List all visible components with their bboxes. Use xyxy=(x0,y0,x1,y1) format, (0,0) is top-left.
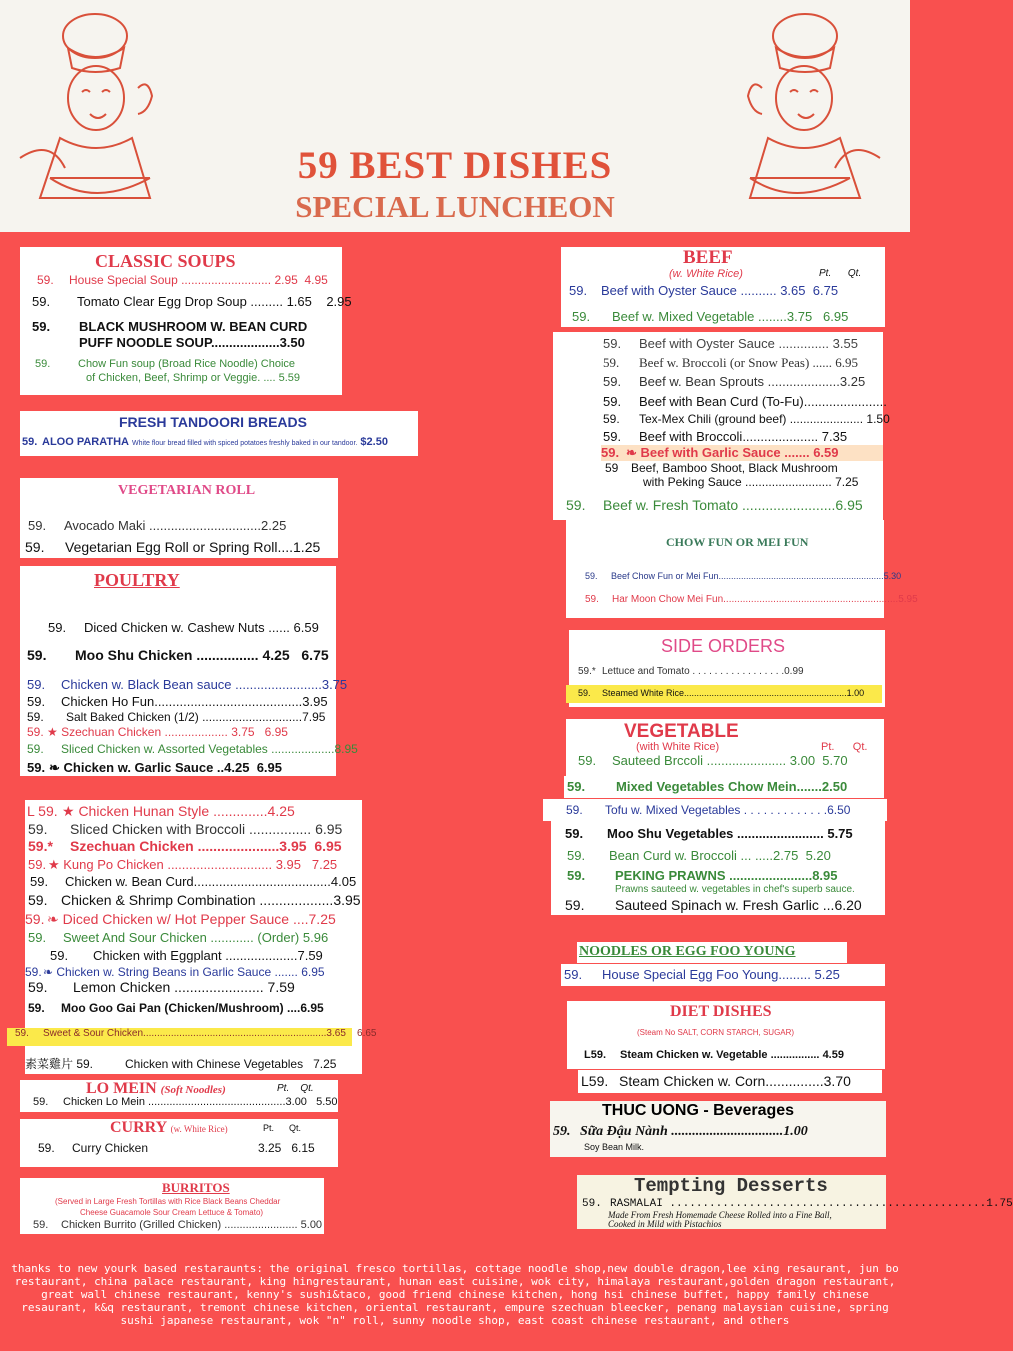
menu-item: 59. Mixed Vegetables Chow Mein.......2.50 xyxy=(567,779,848,794)
menu-item: 59. Moo Shu Vegetables ........................ 5.75 xyxy=(565,826,853,841)
menu-item: 59. Beef Chow Fun or Mei Fun..................................................................5.30 xyxy=(585,571,902,581)
menu-item: 59. Diced Chicken w. Cashew Nuts ...... 6.59 xyxy=(48,620,319,635)
menu-item: 59. ★ Szechuan Chicken ................... 3.75 6.95 xyxy=(27,725,288,739)
menu-item: 59. Steamed White Rice.................................................................1.00 xyxy=(566,685,882,703)
menu-item: 59. PEKING PRAWNS .......................8.95 xyxy=(567,868,838,883)
menu-item: 59. Tofu w. Mixed Vegetables . . . . . . . . . . . . .6.50 xyxy=(566,803,851,817)
menu-item-description: Prawns sauteed w. vegetables in chef's superb sauce. xyxy=(615,884,855,895)
noodles-title-card xyxy=(577,942,847,963)
menu-item: 59. Sliced Chicken w. Assorted Vegetables ...................8.95 xyxy=(27,742,358,756)
menu-item: 59. Beef w. Bean Sprouts ....................3.25 xyxy=(603,374,866,389)
menu-item: 59. ALOO PARATHA White flour bread filled with spiced potatoes freshly baked in our tandoor. $2.50 xyxy=(22,436,388,448)
column-headers: Pt. Qt. xyxy=(821,741,868,753)
tandoori-card xyxy=(20,411,418,456)
menu-item: 59. Salt Baked Chicken (1/2) ..............................7.95 xyxy=(27,710,326,724)
page-subtitle: SPECIAL LUNCHEON xyxy=(295,189,615,224)
menu-item: 59. Lemon Chicken ....................... 7.59 xyxy=(28,979,295,995)
menu-item: 59.❧ Chicken w. String Beans in Garlic Sauce ....... 6.95 xyxy=(25,965,325,979)
classic-soups-card xyxy=(20,247,352,395)
section-title: VEGETABLE xyxy=(624,721,739,742)
section-title: FRESH TANDOORI BREADS xyxy=(119,414,307,430)
column-headers: Pt. Qt. xyxy=(263,1123,302,1133)
section-title: POULTRY xyxy=(94,570,180,590)
menu-item: 59. Chicken & Shrimp Combination ...................3.95 xyxy=(28,892,361,908)
chow-fun-card xyxy=(566,520,918,618)
menu-item: 59. House Special Egg Foo Young......... 5.25 xyxy=(564,967,840,982)
burrito-description: Cheese Guacamole Sour Cream Lettuce & Tomato) xyxy=(80,1208,264,1217)
menu-item: L59. Steam Chicken w. Corn...............3.70 xyxy=(581,1073,851,1089)
menu-item: PUFF NOODLE SOUP...................3.50 xyxy=(79,335,305,350)
section-title: CHOW FUN OR MEI FUN xyxy=(666,535,809,549)
side-orders-card xyxy=(569,630,885,707)
menu-item: 59. Curry Chicken 3.25 6.15 xyxy=(38,1141,315,1155)
section-title: CURRY (w. White Rice) xyxy=(110,1119,228,1136)
section-subtitle: (w. White Rice) xyxy=(669,268,743,280)
menu-item: 59. Beef w. Fresh Tomato ........................6.95 xyxy=(566,497,863,513)
menu-item: 59. Chicken Lo Mein .............................................3.00 5.50 xyxy=(33,1096,338,1108)
section-title: LO MEIN (Soft Noodles) xyxy=(86,1080,226,1097)
menu-item: 59.* Lettuce and Tomato . . . . . . . . . . . . . . . . .0.99 xyxy=(578,666,804,677)
beef-dishes-card xyxy=(553,332,890,520)
menu-item: 59. ★ Kung Po Chicken ............................. 3.95 7.25 xyxy=(28,857,338,872)
section-title: DIET DISHES xyxy=(670,1003,772,1020)
menu-item: of Chicken, Beef, Shrimp or Veggie. .... 5.59 xyxy=(86,372,301,384)
menu-item: 59. BLACK MUSHROOM W. BEAN CURD xyxy=(32,319,308,334)
menu-item: 59. Vegetarian Egg Roll or Spring Roll....1.25 xyxy=(25,539,321,555)
diet-dishes-card xyxy=(567,1001,885,1069)
menu-item: 59. Beef with Broccoli..................... 7.35 xyxy=(603,429,848,444)
menu-item: L59. Steam Chicken w. Vegetable ................ 4.59 xyxy=(584,1049,844,1061)
menu-item: 59. Beef with Bean Curd (To-Fu)....................... xyxy=(603,394,887,409)
section-title: BURRITOS xyxy=(162,1180,230,1195)
menu-header xyxy=(0,0,910,232)
section-title: VEGETARIAN ROLL xyxy=(118,483,256,498)
menu-item: 59. Beef with Oyster Sauce .......... 3.65 6.75 xyxy=(569,283,839,298)
lo-mein-card xyxy=(20,1080,338,1112)
menu-item: 59. Avocado Maki ...............................2.25 xyxy=(28,518,287,533)
menu-item: 59. Beef w. Broccoli (or Snow Peas) ...... 6.95 xyxy=(603,355,859,370)
menu-item: 59. House Special Soup ........................... 2.95 4.95 xyxy=(37,273,328,287)
menu-item: 59. Tomato Clear Egg Drop Soup ......... 1.65 2.95 xyxy=(32,294,352,309)
menu-item: 59. Sữa Đậu Nành ................................1.00 xyxy=(553,1124,808,1139)
menu-item: with Peking Sauce .......................... 7.25 xyxy=(643,475,859,489)
section-title: BEEF xyxy=(683,247,733,268)
curry-card xyxy=(20,1119,338,1167)
menu-item-description: Soy Bean Milk. xyxy=(584,1142,645,1152)
menu-item: 59. Sweet And Sour Chicken ............ (Order) 5.96 xyxy=(28,930,329,945)
noodles-card xyxy=(561,964,885,986)
beef-card xyxy=(561,247,885,327)
menu-item: 59. Chicken Burrito (Grilled Chicken) ........................ 5.00 xyxy=(33,1219,323,1231)
menu-item: 59. Har Moon Chow Mei Fun...............................................................5.95 xyxy=(585,594,918,605)
column-headers: Pt. Qt. xyxy=(819,268,862,279)
section-subtitle: (Steam No SALT, CORN STARCH, SUGAR) xyxy=(637,1028,795,1037)
menu-item: L 59. ★ Chicken Hunan Style ..............4.25 xyxy=(27,803,295,819)
menu-item: 59. Beef with Oyster Sauce .............. 3.55 xyxy=(603,336,858,351)
menu-item: 59. Bean Curd w. Broccoli ... .....2.75 5.20 xyxy=(567,848,831,863)
menu-item: 59. Chicken w. Bean Curd......................................4.05 xyxy=(30,874,357,889)
section-title: THUC UONG - Beverages xyxy=(602,1102,795,1119)
menu-item-card xyxy=(564,776,884,798)
menu-item: 59. Chicken with Eggplant ....................7.59 xyxy=(50,948,323,963)
section-subtitle: (with White Rice) xyxy=(636,741,720,753)
menu-item: 59. Tex-Mex Chili (ground beef) ...................... 1.50 xyxy=(603,412,890,426)
menu-item: 59. Chicken Ho Fun.........................................3.95 xyxy=(27,694,328,709)
menu-item: 59.* Szechuan Chicken .....................3.95 6.95 xyxy=(28,838,342,854)
menu-item: 59. Sauteed Brccoli ...................... 3.00 5.70 xyxy=(578,753,848,768)
menu-item: 素菜雞片 59. Chicken with Chinese Vegetables 7.25 xyxy=(25,1057,337,1071)
section-title: CLASSIC SOUPS xyxy=(95,251,236,271)
menu-item: 59. Chow Fun soup (Broad Rice Noodle) Choice xyxy=(35,358,296,370)
poultry-card xyxy=(20,566,358,776)
section-title: NOODLES OR EGG FOO YOUNG xyxy=(579,944,796,959)
chicken-dishes-card xyxy=(15,800,377,1074)
menu-item: 59. Beef w. Mixed Vegetable ........3.75 6.95 xyxy=(572,309,849,324)
menu-item-description: Cooked in Mild with Pistachios xyxy=(608,1219,722,1229)
menu-item-description: Made From Fresh Homemade Cheese Rolled into a Fine Ball, xyxy=(608,1210,832,1220)
vegetarian-roll-card xyxy=(20,478,338,558)
menu-item: 59. RASMALAI ................................................1.75 xyxy=(582,1198,1013,1210)
menu-item: 59. Moo Goo Gai Pan (Chicken/Mushroom) ....6.95 xyxy=(28,1001,324,1015)
menu-item: 59. Sauteed Spinach w. Fresh Garlic ...6.20 xyxy=(565,897,862,913)
menu-item: 59. ❧ Beef with Garlic Sauce ....... 6.59 xyxy=(601,445,883,461)
menu-item: 59. Sliced Chicken with Broccoli ................ 6.95 xyxy=(28,821,343,837)
menu-item-card xyxy=(543,799,887,821)
burrito-description: (Served in Large Fresh Tortillas with Rice Black Beans Cheddar xyxy=(55,1197,281,1206)
diet-item-card xyxy=(578,1070,882,1093)
menu-item: 59. Sweet & Sour Chicken..................................................................3.65 6.65 xyxy=(7,1028,352,1046)
menu-item: 59. ❧ Chicken w. Garlic Sauce ..4.25 6.95 xyxy=(27,760,283,775)
beverages-card xyxy=(550,1101,886,1157)
burritos-card xyxy=(20,1178,324,1234)
menu-item: 59. ❧ Diced Chicken w/ Hot Pepper Sauce ....7.25 xyxy=(25,911,336,927)
section-title: SIDE ORDERS xyxy=(661,636,786,656)
desserts-card xyxy=(577,1175,1013,1229)
vegetable-dishes-card xyxy=(551,820,885,915)
column-headers: Pt. Qt. xyxy=(277,1083,314,1094)
page-title: 59 BEST DISHES xyxy=(297,144,613,187)
menu-item: 59. Moo Shu Chicken ................ 4.25 6.75 xyxy=(27,647,329,663)
section-title: Tempting Desserts xyxy=(634,1175,828,1197)
menu-item: 59. Chicken w. Black Bean sauce ........................3.75 xyxy=(27,677,348,692)
footer-credits: thanks to new yourk based restaraunts: the original fresco tortillas, cottage noodle shop,new double dragon,lee xing resaurant, jun bo restaurant, china palace restaurant, king hingrestaurant, hunan east cuisine, wok city, himalaya restaurant,golden dragon restaurant, great wall chinese restaurant, kenny's sushi&taco, good friend chinese kitchen, hong hsi chinese buffet, happy family chinese resaurant, k&q restaurant, tremont chinese kitchen, oriental restaurant, empure szechuan bleecker, penang malaysian cuisine, spring sushi japanese restaurant, wok "n" roll, sunny noodle shop, east coast chinese restaurant, and others xyxy=(11,1262,899,1327)
menu-item: 59 Beef, Bamboo Shoot, Black Mushroom xyxy=(605,461,838,475)
